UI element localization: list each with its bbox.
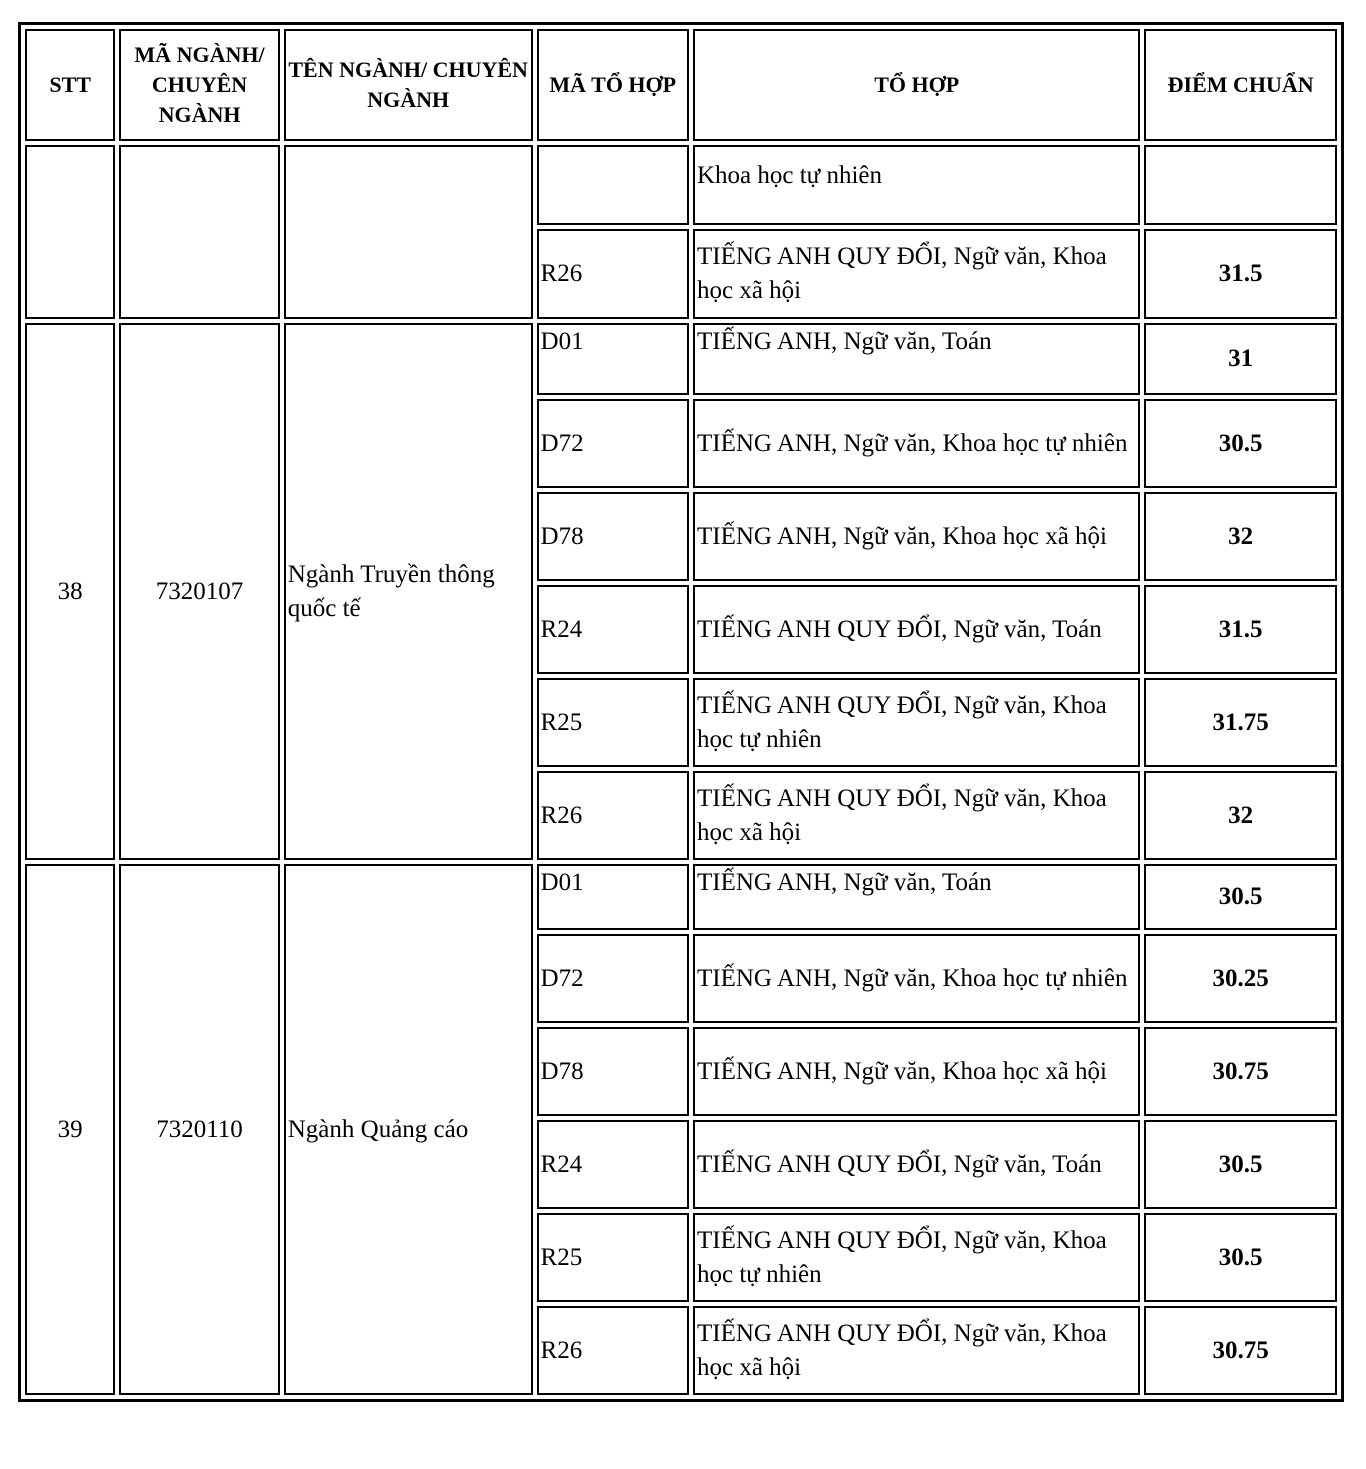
cell-to-hop: TIẾNG ANH QUY ĐỔI, Ngữ văn, Khoa học xã hội [693, 771, 1140, 860]
cell-ma-to-hop: R26 [537, 1306, 689, 1395]
cell-ma-to-hop: D78 [537, 1027, 689, 1116]
cell-to-hop: TIẾNG ANH, Ngữ văn, Khoa học tự nhiên [693, 934, 1140, 1023]
header-stt: STT [25, 29, 115, 141]
cell-to-hop: TIẾNG ANH, Ngữ văn, Toán [693, 864, 1140, 930]
cell-stt [25, 145, 115, 319]
cell-diem-chuan: 30.5 [1144, 1213, 1337, 1302]
cell-diem-chuan: 31.5 [1144, 229, 1337, 319]
cell-ma-to-hop: D01 [537, 323, 689, 395]
cell-ma-to-hop: D72 [537, 399, 689, 488]
admission-scores-table [18, 22, 1344, 1402]
cell-diem-chuan: 30.5 [1144, 1120, 1337, 1209]
cell-ma-to-hop: R25 [537, 678, 689, 767]
cell-ma-nganh: 7320110 [119, 864, 279, 1395]
cell-ma-to-hop: R26 [537, 229, 689, 319]
header-to-hop: TỔ HỢP [693, 29, 1140, 141]
cell-diem-chuan: 31.75 [1144, 678, 1337, 767]
cell-to-hop: TIẾNG ANH, Ngữ văn, Khoa học xã hội [693, 492, 1140, 581]
cell-ma-nganh [119, 145, 279, 319]
header-ma-nganh: MÃ NGÀNH/ CHUYÊN NGÀNH [119, 29, 279, 141]
cell-to-hop: TIẾNG ANH QUY ĐỔI, Ngữ văn, Toán [693, 1120, 1140, 1209]
cell-to-hop: TIẾNG ANH QUY ĐỔI, Ngữ văn, Khoa học tự nhiên [693, 678, 1140, 767]
cell-diem-chuan: 30.5 [1144, 864, 1337, 930]
cell-stt: 38 [25, 323, 115, 860]
cell-to-hop: TIẾNG ANH QUY ĐỔI, Ngữ văn, Toán [693, 585, 1140, 674]
table-row [25, 864, 1337, 930]
table-row [25, 323, 1337, 395]
cell-to-hop: TIẾNG ANH, Ngữ văn, Khoa học xã hội [693, 1027, 1140, 1116]
cell-diem-chuan: 30.75 [1144, 1027, 1337, 1116]
cell-ma-to-hop [537, 145, 689, 225]
header-ten-nganh: TÊN NGÀNH/ CHUYÊN NGÀNH [284, 29, 533, 141]
header-row [25, 29, 1337, 141]
cell-diem-chuan: 32 [1144, 492, 1337, 581]
cell-stt: 39 [25, 864, 115, 1395]
cell-diem-chuan [1144, 145, 1337, 225]
cell-to-hop: Khoa học tự nhiên [693, 145, 1140, 225]
table-row [25, 145, 1337, 225]
header-ma-to-hop: MÃ TỔ HỢP [537, 29, 689, 141]
cell-ma-to-hop: R24 [537, 585, 689, 674]
cell-to-hop: TIẾNG ANH QUY ĐỔI, Ngữ văn, Khoa học tự nhiên [693, 1213, 1140, 1302]
cell-to-hop: TIẾNG ANH, Ngữ văn, Khoa học tự nhiên [693, 399, 1140, 488]
cell-ma-to-hop: R26 [537, 771, 689, 860]
cell-diem-chuan: 30.5 [1144, 399, 1337, 488]
cell-ma-to-hop: R25 [537, 1213, 689, 1302]
cell-ma-to-hop: R24 [537, 1120, 689, 1209]
cell-ma-to-hop: D78 [537, 492, 689, 581]
cell-diem-chuan: 30.75 [1144, 1306, 1337, 1395]
admission-scores-table-container [18, 22, 1344, 1402]
cell-diem-chuan: 32 [1144, 771, 1337, 860]
cell-ma-to-hop: D01 [537, 864, 689, 930]
cell-ma-to-hop: D72 [537, 934, 689, 1023]
cell-to-hop: TIẾNG ANH QUY ĐỔI, Ngữ văn, Khoa học xã hội [693, 229, 1140, 319]
cell-ten-nganh: Ngành Truyền thông quốc tế [284, 323, 533, 860]
cell-ma-nganh: 7320107 [119, 323, 279, 860]
cell-ten-nganh: Ngành Quảng cáo [284, 864, 533, 1395]
cell-diem-chuan: 30.25 [1144, 934, 1337, 1023]
cell-diem-chuan: 31 [1144, 323, 1337, 395]
cell-to-hop: TIẾNG ANH, Ngữ văn, Toán [693, 323, 1140, 395]
header-diem-chuan: ĐIỂM CHUẨN [1144, 29, 1337, 141]
cell-to-hop: TIẾNG ANH QUY ĐỔI, Ngữ văn, Khoa học xã hội [693, 1306, 1140, 1395]
cell-diem-chuan: 31.5 [1144, 585, 1337, 674]
cell-ten-nganh [284, 145, 533, 319]
